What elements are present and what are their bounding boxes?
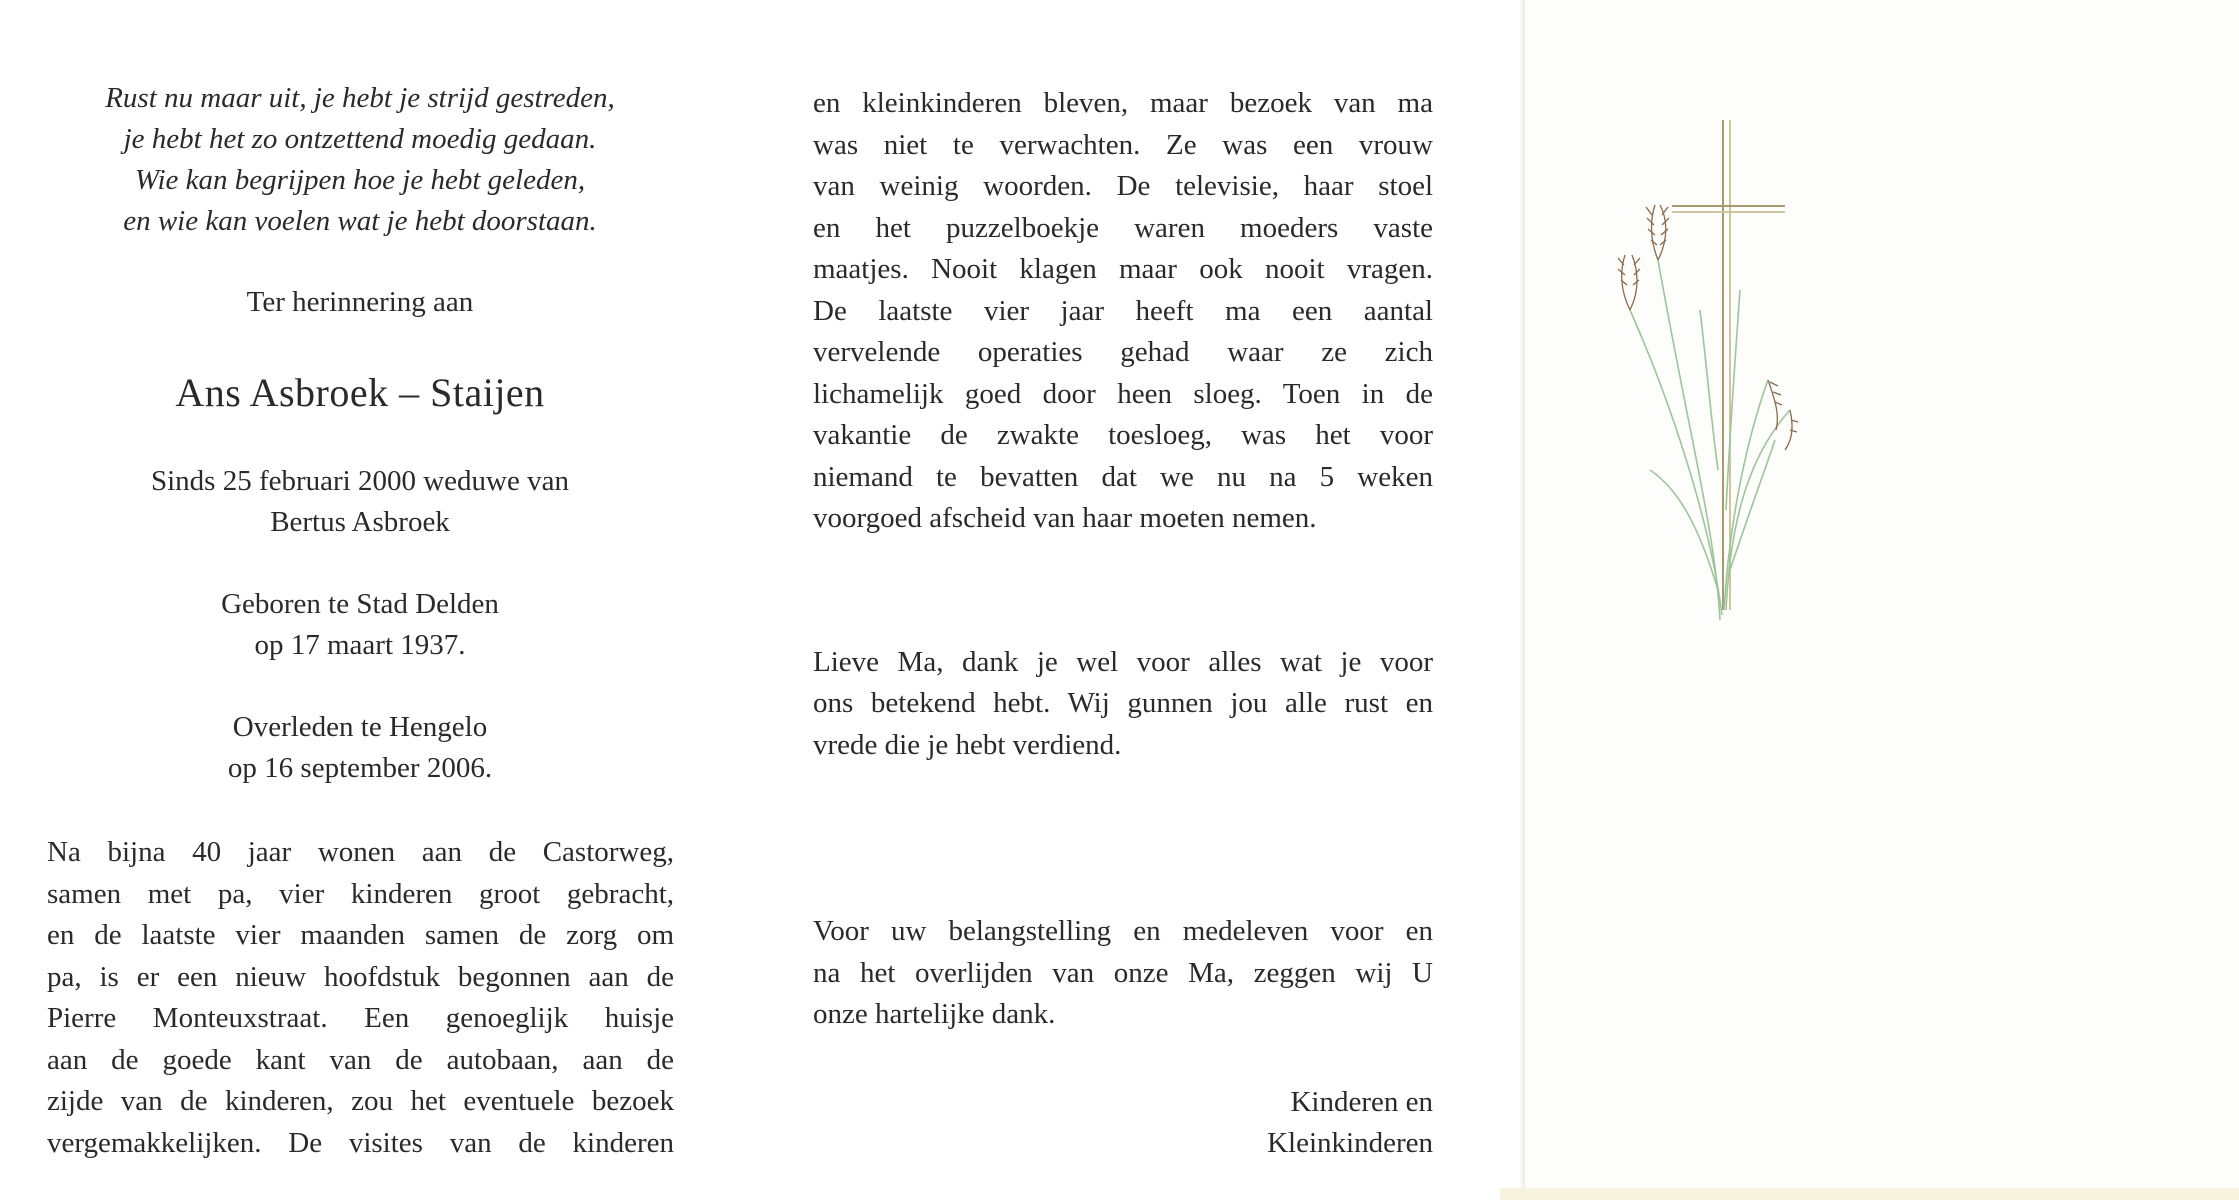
story-line: vervelende operaties gehad waar ze zich xyxy=(813,336,1433,368)
poem xyxy=(40,78,680,242)
story-line: Pierre Monteuxstraat. Een genoeglijk huisje xyxy=(47,1002,674,1034)
life-story-part2 xyxy=(813,83,1433,540)
thanks-paragraph xyxy=(813,642,1433,767)
appreciation-line: na het overlijden van onze Ma, zeggen wij U xyxy=(813,956,1433,989)
birth-info xyxy=(40,584,680,666)
story-line: en de laatste vier maanden samen de zorg om xyxy=(47,919,674,951)
thanks-line: Lieve Ma, dank je wel voor alles wat je voor xyxy=(813,645,1433,678)
story-line: was niet te verwachten. Ze was een vrouw xyxy=(813,128,1433,161)
poem-line: Wie kan begrijpen hoe je hebt geleden, xyxy=(134,164,586,196)
death-info xyxy=(40,707,680,789)
thanks-line: ons betekend hebt. Wij gunnen jou alle rust en xyxy=(813,687,1433,719)
story-line: aan de goede kant van de autobaan, aan de xyxy=(47,1043,674,1076)
thanks-line: vrede die je hebt verdiend. xyxy=(813,728,1122,761)
story-line: maatjes. Nooit klagen maar ook nooit vragen. xyxy=(813,253,1433,285)
paper-edge xyxy=(1500,1188,2239,1200)
wheat-heads-icon xyxy=(1618,205,1798,450)
story-line: en kleinkinderen bleven, maar bezoek van ma xyxy=(813,87,1433,119)
story-line: vergemakkelijken. De visites van de kinderen xyxy=(47,1126,674,1159)
life-story-part1 xyxy=(47,832,674,1164)
death-line: Overleden te Hengelo xyxy=(232,711,488,743)
deceased-name: Ans Asbroek – Staijen xyxy=(175,370,545,415)
story-line: niemand te bevatten dat we nu na 5 weken xyxy=(813,460,1433,493)
cross-icon xyxy=(1672,120,1785,610)
intro-text: Ter herinnering aan xyxy=(246,286,474,318)
birth-line: op 17 maart 1937. xyxy=(254,629,466,661)
middle-column xyxy=(813,83,1433,1165)
story-line: Na bijna 40 jaar wonen aan de Castorweg, xyxy=(47,836,674,868)
story-line: van weinig woorden. De televisie, haar stoel xyxy=(813,170,1433,202)
story-line: vakantie de zwakte toesloeg, was het voor xyxy=(813,419,1433,451)
signature-line: Kinderen en xyxy=(1290,1085,1433,1118)
widow-line: Sinds 25 februari 2000 weduwe van xyxy=(151,465,569,497)
story-line: en het puzzelboekje waren moeders vaste xyxy=(813,211,1433,244)
appreciation-paragraph xyxy=(813,911,1433,1036)
story-line: De laatste vier jaar heeft ma een aantal xyxy=(813,294,1433,327)
death-line: op 16 september 2006. xyxy=(227,752,493,784)
wheat-stems-icon xyxy=(1630,260,1790,620)
story-line: samen met pa, vier kinderen groot gebracht, xyxy=(47,877,674,910)
signature xyxy=(813,1082,1433,1165)
poem-line: je hebt het zo ontzettend moedig gedaan. xyxy=(123,123,597,155)
birth-line: Geboren te Stad Delden xyxy=(221,588,499,620)
signature-line: Kleinkinderen xyxy=(1267,1127,1433,1159)
story-line: lichamelijk goed door heen sloeg. Toen in de xyxy=(813,377,1433,410)
story-line: pa, is er een nieuw hoofdstuk begonnen aan de xyxy=(47,960,674,993)
story-line: voorgoed afscheid van haar moeten nemen. xyxy=(813,502,1317,534)
left-column xyxy=(40,78,680,1164)
poem-line: Rust nu maar uit, je hebt je strijd gestreden, xyxy=(105,82,615,114)
appreciation-line: Voor uw belangstelling en medeleven voor en xyxy=(813,915,1433,947)
appreciation-line: onze hartelijke dank. xyxy=(813,998,1056,1030)
widow-info xyxy=(40,461,680,543)
widow-line: Bertus Asbroek xyxy=(270,506,450,538)
story-line: zijde van de kinderen, zou het eventuele bezoek xyxy=(47,1085,674,1117)
poem-line: en wie kan voelen wat je hebt doorstaan. xyxy=(123,205,597,237)
cross-wheat-icon xyxy=(1580,110,1800,630)
